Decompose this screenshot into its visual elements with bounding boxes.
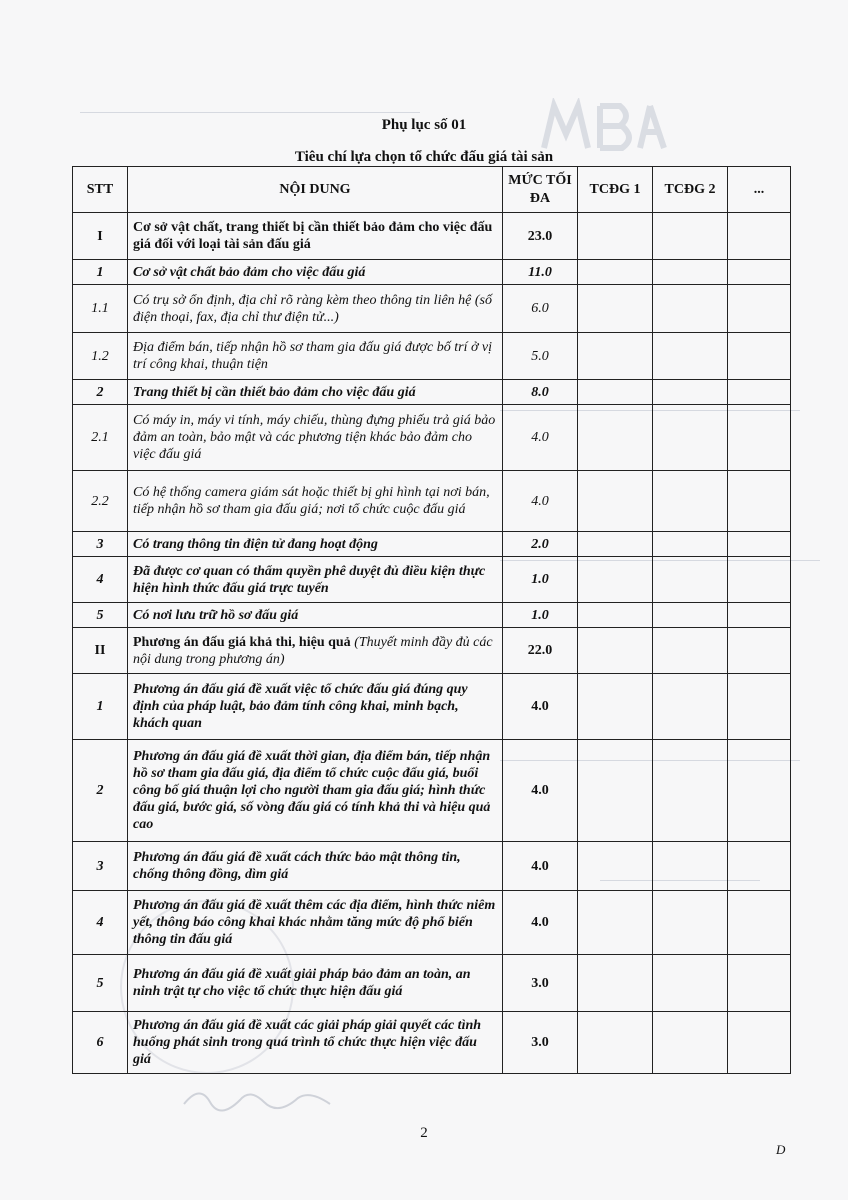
row-content: Đã được cơ quan có thẩm quyền phê duyệt đủ điều kiện thực hiện hình thức đấu giá trực tuyến — [128, 557, 503, 603]
row-stt: 2 — [73, 380, 128, 405]
row-more-cell[interactable] — [728, 260, 791, 285]
row-more-cell[interactable] — [728, 285, 791, 333]
row-more-cell[interactable] — [728, 333, 791, 380]
row-content: Có máy in, máy vi tính, máy chiếu, thùng đựng phiếu trả giá bảo đảm an toàn, bảo mật và các phương tiện khác bảo đảm cho việc đấu giá — [128, 405, 503, 471]
row-content: Phương án đấu giá đề xuất việc tổ chức đấu giá đúng quy định của pháp luật, bảo đảm tính công khai, minh bạch, khách quan — [128, 674, 503, 740]
row-org2-cell[interactable] — [653, 333, 728, 380]
table-row — [73, 213, 791, 260]
row-org1-cell[interactable] — [578, 285, 653, 333]
row-more-cell[interactable] — [728, 603, 791, 628]
row-content: Địa điểm bán, tiếp nhận hồ sơ tham gia đấu giá được bố trí ở vị trí công khai, thuận tiện — [128, 333, 503, 380]
header-org-1: TCĐG 1 — [578, 167, 653, 213]
row-stt: 4 — [73, 891, 128, 955]
row-org2-cell[interactable] — [653, 471, 728, 532]
row-max: 5.0 — [503, 333, 578, 380]
row-org1-cell[interactable] — [578, 333, 653, 380]
row-stt: 1 — [73, 674, 128, 740]
row-more-cell[interactable] — [728, 842, 791, 891]
row-stt: 6 — [73, 1012, 128, 1074]
row-stt: II — [73, 628, 128, 674]
row-org2-cell[interactable] — [653, 628, 728, 674]
row-max: 23.0 — [503, 213, 578, 260]
table-row — [73, 603, 791, 628]
row-org2-cell[interactable] — [653, 557, 728, 603]
row-content: Có trụ sở ổn định, địa chỉ rõ ràng kèm theo thông tin liên hệ (số điện thoại, fax, địa chỉ thư điện tử...) — [128, 285, 503, 333]
header-content: NỘI DUNG — [128, 167, 503, 213]
row-max: 3.0 — [503, 955, 578, 1012]
row-org1-cell[interactable] — [578, 1012, 653, 1074]
row-content: Phương án đấu giá đề xuất thêm các địa điểm, hình thức niêm yết, thông báo công khai khác nhằm tăng mức độ phổ biến thông tin đấu giá — [128, 891, 503, 955]
row-org2-cell[interactable] — [653, 842, 728, 891]
appendix-title: Phụ lục số 01 — [381, 117, 467, 133]
page-number: 2 — [420, 1125, 428, 1141]
row-org2-cell[interactable] — [653, 955, 728, 1012]
row-max: 11.0 — [503, 260, 578, 285]
row-max: 8.0 — [503, 380, 578, 405]
row-stt: 1 — [73, 260, 128, 285]
row-stt: I — [73, 213, 128, 260]
table-row — [73, 891, 791, 955]
row-more-cell[interactable] — [728, 628, 791, 674]
row-content — [128, 628, 503, 674]
row-org1-cell[interactable] — [578, 380, 653, 405]
row-more-cell[interactable] — [728, 891, 791, 955]
corner-mark: D — [776, 1142, 786, 1157]
row-max: 22.0 — [503, 628, 578, 674]
row-max: 4.0 — [503, 740, 578, 842]
row-more-cell[interactable] — [728, 532, 791, 557]
row-content: Phương án đấu giá đề xuất cách thức bảo mật thông tin, chống thông đồng, dìm giá — [128, 842, 503, 891]
row-content: Phương án đấu giá đề xuất các giải pháp giải quyết các tình huống phát sinh trong quá trình tổ chức thực hiện việc đấu giá — [128, 1012, 503, 1074]
header-max: MỨC TỐI ĐA — [503, 167, 578, 213]
row-stt: 2.2 — [73, 471, 128, 532]
row-org2-cell[interactable] — [653, 380, 728, 405]
row-content: Cơ sở vật chất, trang thiết bị cần thiết bảo đảm cho việc đấu giá đối với loại tài sản đấu giá — [128, 213, 503, 260]
row-org1-cell[interactable] — [578, 260, 653, 285]
table-row — [73, 333, 791, 380]
row-max: 2.0 — [503, 532, 578, 557]
row-org1-cell[interactable] — [578, 532, 653, 557]
table-row — [73, 471, 791, 532]
row-org2-cell[interactable] — [653, 405, 728, 471]
criteria-table — [72, 166, 791, 1074]
row-stt: 5 — [73, 603, 128, 628]
row-more-cell[interactable] — [728, 1012, 791, 1074]
row-org2-cell[interactable] — [653, 674, 728, 740]
row-more-cell[interactable] — [728, 740, 791, 842]
row-org1-cell[interactable] — [578, 405, 653, 471]
row-max: 4.0 — [503, 405, 578, 471]
header-more: ... — [728, 167, 791, 213]
table-header-row — [73, 167, 791, 213]
row-max: 4.0 — [503, 674, 578, 740]
row-more-cell[interactable] — [728, 557, 791, 603]
row-more-cell[interactable] — [728, 674, 791, 740]
table-row — [73, 285, 791, 333]
table-row — [73, 557, 791, 603]
table-row — [73, 842, 791, 891]
row-org2-cell[interactable] — [653, 285, 728, 333]
table-row — [73, 674, 791, 740]
row-stt: 5 — [73, 955, 128, 1012]
row-org2-cell[interactable] — [653, 891, 728, 955]
row-org1-cell[interactable] — [578, 891, 653, 955]
row-org1-cell[interactable] — [578, 842, 653, 891]
row-org1-cell[interactable] — [578, 740, 653, 842]
header-org-2: TCĐG 2 — [653, 167, 728, 213]
row-stt: 3 — [73, 532, 128, 557]
row-org2-cell[interactable] — [653, 260, 728, 285]
row-more-cell[interactable] — [728, 380, 791, 405]
table-row — [73, 380, 791, 405]
header-stt: STT — [73, 167, 128, 213]
document-subtitle: Tiêu chí lựa chọn tổ chức đấu giá tài sản — [294, 149, 554, 165]
table-row — [73, 628, 791, 674]
row-content: Có nơi lưu trữ hồ sơ đấu giá — [128, 603, 503, 628]
row-org1-cell[interactable] — [578, 603, 653, 628]
table-row — [73, 532, 791, 557]
row-more-cell[interactable] — [728, 213, 791, 260]
table-row — [73, 740, 791, 842]
row-org1-cell[interactable] — [578, 557, 653, 603]
table-row — [73, 405, 791, 471]
row-max: 6.0 — [503, 285, 578, 333]
row-org1-cell[interactable] — [578, 628, 653, 674]
row-stt: 2.1 — [73, 405, 128, 471]
row-org2-cell[interactable] — [653, 532, 728, 557]
row-stt: 3 — [73, 842, 128, 891]
row-org2-cell[interactable] — [653, 213, 728, 260]
row-more-cell[interactable] — [728, 471, 791, 532]
row-org2-cell[interactable] — [653, 1012, 728, 1074]
table-row — [73, 1012, 791, 1074]
table-row — [73, 260, 791, 285]
row-stt: 2 — [73, 740, 128, 842]
table-row — [73, 955, 791, 1012]
row-org1-cell[interactable] — [578, 213, 653, 260]
row-content-note: (Thuyết minh đầy đủ các nội dung trong phương án) — [133, 634, 493, 667]
row-org1-cell[interactable] — [578, 955, 653, 1012]
row-more-cell[interactable] — [728, 405, 791, 471]
row-stt: 4 — [73, 557, 128, 603]
row-stt: 1.1 — [73, 285, 128, 333]
row-max: 4.0 — [503, 891, 578, 955]
row-org2-cell[interactable] — [653, 740, 728, 842]
row-content: Trang thiết bị cần thiết bảo đảm cho việc đấu giá — [128, 380, 503, 405]
row-max: 4.0 — [503, 842, 578, 891]
row-content: Có hệ thống camera giám sát hoặc thiết bị ghi hình tại nơi bán, tiếp nhận hồ sơ tham gia đấu giá; nơi tổ chức cuộc đấu giá — [128, 471, 503, 532]
row-content: Phương án đấu giá đề xuất giải pháp bảo đảm an toàn, an ninh trật tự cho việc tổ chức thực hiện đấu giá — [128, 955, 503, 1012]
row-org1-cell[interactable] — [578, 471, 653, 532]
row-max: 3.0 — [503, 1012, 578, 1074]
row-content-main: Phương án đấu giá khả thi, hiệu quả — [133, 634, 351, 650]
row-max: 1.0 — [503, 557, 578, 603]
row-more-cell[interactable] — [728, 955, 791, 1012]
row-org2-cell[interactable] — [653, 603, 728, 628]
row-content: Phương án đấu giá đề xuất thời gian, địa điểm bán, tiếp nhận hồ sơ tham gia đấu giá, địa điểm tổ chức cuộc đấu giá, buổi công bố giá thuận lợi cho người tham gia đấu giá; hình thức đấu giá, bước giá, số vòng đấu giá có tính khả thi và hiệu quả cao — [128, 740, 503, 842]
row-org1-cell[interactable] — [578, 674, 653, 740]
row-stt: 1.2 — [73, 333, 128, 380]
faded-signature — [180, 1082, 340, 1118]
row-content: Cơ sở vật chất bảo đảm cho việc đấu giá — [128, 260, 503, 285]
row-max: 4.0 — [503, 471, 578, 532]
row-content: Có trang thông tin điện tử đang hoạt động — [128, 532, 503, 557]
row-max: 1.0 — [503, 603, 578, 628]
